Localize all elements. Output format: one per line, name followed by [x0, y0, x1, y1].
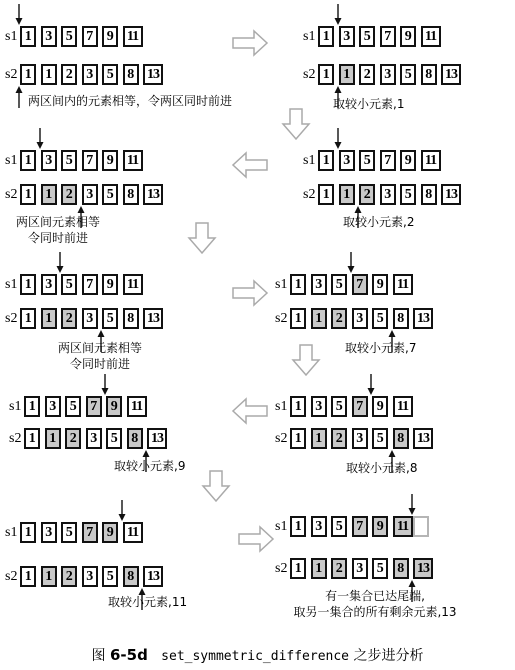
step-2-note: [333, 96, 404, 112]
step-2-s2-cell: 5: [400, 64, 416, 85]
step-2-s1-pointer-arrow: [333, 4, 343, 25]
step-5-s2-cell: 1: [41, 308, 57, 329]
flow-right-arrow: [238, 526, 274, 552]
step-7-s2-cell: 2: [331, 428, 347, 449]
step-8-s2-cell: 5: [106, 428, 122, 449]
step-2-s1-cell: 9: [400, 26, 416, 47]
step-9-note-line: 取较小元素,11: [108, 595, 188, 609]
step-8-s2-label: s2: [9, 431, 22, 446]
step-1-s2-cell: 5: [102, 64, 118, 85]
step-9-s2-cell: 13: [143, 566, 163, 587]
step-6-s1-cell: 7: [352, 274, 368, 295]
step-1-s1-cell: 11: [123, 26, 143, 47]
step-8-s1-cell: 7: [86, 396, 102, 417]
step-8-s1-cell: 9: [106, 396, 122, 417]
step-10-note-line: 有一集合已达尾端,: [325, 589, 425, 603]
step-7-s1-cell: 11: [393, 396, 413, 417]
step-1-s1-cell: 5: [61, 26, 77, 47]
step-7-s1-cell: 5: [331, 396, 347, 417]
step-4-s1-pointer-arrow: [35, 128, 45, 149]
step-9-s2-label: s2: [5, 569, 18, 584]
step-4-s1-cell: 3: [41, 150, 57, 171]
flow-down-arrow: [282, 108, 310, 140]
step-2-s2-cell: 13: [441, 64, 461, 85]
step-1-s1-cell: 1: [20, 26, 36, 47]
step-3-s1-cell: 7: [380, 150, 396, 171]
step-6-note: [345, 340, 416, 356]
step-4-note-line: 令同时前进: [27, 231, 88, 245]
step-1-s2-pointer-arrow: [14, 86, 24, 108]
step-10-s2-cell: 5: [372, 558, 388, 579]
step-5-s1-cell: 3: [41, 274, 57, 295]
step-6-s2-label: s2: [275, 311, 288, 326]
step-9-s1-cell: 1: [20, 522, 36, 543]
step-6-s2-cell: 1: [311, 308, 327, 329]
step-3-s2-cell: 8: [421, 184, 437, 205]
step-2-s2-cell: 8: [421, 64, 437, 85]
step-4-s1-label: s1: [5, 153, 18, 168]
step-7-s2-cell: 3: [352, 428, 368, 449]
flow-down-arrow: [292, 344, 320, 376]
step-7-s2-cell: 1: [311, 428, 327, 449]
step-5-s2-cell: 13: [143, 308, 163, 329]
step-5-note-line: 两区间元素相等: [57, 341, 142, 355]
step-5-s2-cell: 1: [20, 308, 36, 329]
step-3-s2-cell: 13: [441, 184, 461, 205]
step-3-s2-cell: 5: [400, 184, 416, 205]
step-4-s1-cell: 1: [20, 150, 36, 171]
step-5-s1-cell: 9: [102, 274, 118, 295]
step-7-s1-cell: 1: [290, 396, 306, 417]
step-2-s1-cell: 3: [339, 26, 355, 47]
caption-figure-number: 6-5d: [109, 646, 148, 664]
step-3-s2-cell: 3: [380, 184, 396, 205]
step-4-s2-cell: 1: [41, 184, 57, 205]
step-6-note-line: 取较小元素,7: [345, 341, 417, 355]
step-5-s1-label: s1: [5, 277, 18, 292]
step-8-note: [114, 458, 185, 474]
step-9-s1-pointer-arrow: [117, 500, 127, 521]
step-9-s1-cell: 11: [123, 522, 143, 543]
step-5-s1-cell: 7: [82, 274, 98, 295]
step-3-s1-cell: 11: [421, 150, 441, 171]
step-2-s2-cell: 1: [339, 64, 355, 85]
step-4-s2-label: s2: [5, 187, 18, 202]
step-8-s2-cell: 1: [45, 428, 61, 449]
step-8-s1-label: s1: [9, 399, 22, 414]
step-10-s2-cell: 8: [393, 558, 409, 579]
step-8-s1-pointer-arrow: [100, 374, 110, 395]
step-1-s1-cell: 9: [102, 26, 118, 47]
flow-down-arrow: [188, 222, 216, 254]
step-8-s1-cell: 5: [65, 396, 81, 417]
step-8-s2-cell: 13: [147, 428, 167, 449]
step-4-s2-cell: 1: [20, 184, 36, 205]
step-5-s2-cell: 3: [82, 308, 98, 329]
caption-figure-word: 图: [91, 648, 106, 664]
step-1-s2-cell: 13: [143, 64, 163, 85]
step-10-s1-cell: 11: [393, 516, 413, 537]
step-3-note: [343, 214, 414, 230]
step-2-s2-cell: 1: [318, 64, 334, 85]
step-4-s1-cell: 5: [61, 150, 77, 171]
step-6-s2-cell: 8: [393, 308, 409, 329]
step-9-s2-cell: 8: [123, 566, 139, 587]
step-9-s1-cell: 9: [102, 522, 118, 543]
step-4-s2-cell: 3: [82, 184, 98, 205]
step-1-s2-label: s2: [5, 67, 18, 82]
step-5-s2-cell: 5: [102, 308, 118, 329]
step-4-note: [8, 214, 108, 246]
step-10-s2-cell: 3: [352, 558, 368, 579]
step-8-s1-cell: 1: [24, 396, 40, 417]
flow-left-arrow: [232, 152, 268, 178]
step-7-s2-cell: 8: [393, 428, 409, 449]
step-9-s2-cell: 1: [41, 566, 57, 587]
step-9-s2-cell: 1: [20, 566, 36, 587]
step-2-s1-cell: 5: [359, 26, 375, 47]
step-5-s1-pointer-arrow: [55, 252, 65, 273]
step-4-s1-cell: 9: [102, 150, 118, 171]
step-4-s1-cell: 7: [82, 150, 98, 171]
step-1-s2-cell: 2: [61, 64, 77, 85]
step-10-s2-cell: 2: [331, 558, 347, 579]
step-5-s2-cell: 2: [61, 308, 77, 329]
step-6-s1-pointer-arrow: [346, 252, 356, 273]
step-9-s1-cell: 7: [82, 522, 98, 543]
step-2-s1-label: s1: [303, 29, 316, 44]
step-3-note-line: 取较小元素,2: [343, 215, 415, 229]
step-3-s2-cell: 1: [318, 184, 334, 205]
step-10-s1-cell: [413, 516, 429, 537]
step-9-s1-label: s1: [5, 525, 18, 540]
step-7-s2-cell: 5: [372, 428, 388, 449]
step-4-s1-cell: 11: [123, 150, 143, 171]
step-8-s1-cell: 11: [127, 396, 147, 417]
step-6-s1-cell: 3: [311, 274, 327, 295]
step-10-s2-cell: 1: [290, 558, 306, 579]
step-5-s2-label: s2: [5, 311, 18, 326]
step-4-s2-cell: 5: [102, 184, 118, 205]
step-9-s2-cell: 5: [102, 566, 118, 587]
step-9-s1-cell: 5: [61, 522, 77, 543]
step-3-s1-cell: 5: [359, 150, 375, 171]
step-1-s1-label: s1: [5, 29, 18, 44]
step-9-s2-cell: 3: [82, 566, 98, 587]
step-3-s1-cell: 3: [339, 150, 355, 171]
step-1-s2-cell: 1: [20, 64, 36, 85]
step-3-s1-cell: 1: [318, 150, 334, 171]
step-8-s1-cell: 3: [45, 396, 61, 417]
step-6-s2-cell: 5: [372, 308, 388, 329]
step-2-note-line: 取较小元素,1: [333, 97, 405, 111]
step-7-s1-pointer-arrow: [366, 374, 376, 395]
step-3-s2-label: s2: [303, 187, 316, 202]
step-8-s2-cell: 1: [24, 428, 40, 449]
flow-down-arrow: [202, 470, 230, 502]
flow-right-arrow: [232, 30, 268, 56]
step-4-s2-cell: 13: [143, 184, 163, 205]
step-10-note-line: 取另一集合的所有剩余元素,13: [293, 605, 457, 619]
step-10-note: [265, 588, 485, 620]
step-10-s1-cell: 7: [352, 516, 368, 537]
step-6-s2-cell: 3: [352, 308, 368, 329]
step-8-s2-cell: 2: [65, 428, 81, 449]
step-1-s1-cell: 7: [82, 26, 98, 47]
step-1-s1-pointer-arrow: [14, 4, 24, 25]
step-5-note: [30, 340, 170, 372]
caption-tail: 之步进分析: [353, 648, 424, 664]
step-2-s2-cell: 2: [359, 64, 375, 85]
step-6-s2-cell: 13: [413, 308, 433, 329]
step-1-s1-cell: 3: [41, 26, 57, 47]
step-10-s1-cell: 5: [331, 516, 347, 537]
step-10-s1-pointer-arrow: [407, 494, 417, 515]
step-6-s2-cell: 1: [290, 308, 306, 329]
step-7-note-line: 取较小元素,8: [346, 461, 418, 475]
step-2-s1-cell: 7: [380, 26, 396, 47]
step-10-s1-cell: 3: [311, 516, 327, 537]
step-3-s2-cell: 1: [339, 184, 355, 205]
step-6-s1-cell: 9: [372, 274, 388, 295]
step-3-s1-pointer-arrow: [333, 128, 343, 149]
step-6-s2-cell: 2: [331, 308, 347, 329]
step-5-s1-cell: 5: [61, 274, 77, 295]
step-2-s2-cell: 3: [380, 64, 396, 85]
step-5-s1-cell: 1: [20, 274, 36, 295]
step-3-s2-cell: 2: [359, 184, 375, 205]
step-7-note: [346, 460, 417, 476]
step-10-s1-cell: 1: [290, 516, 306, 537]
caption-function-name: set_symmetric_difference: [161, 649, 350, 664]
step-7-s1-label: s1: [275, 399, 288, 414]
flow-right-arrow: [232, 280, 268, 306]
step-8-s2-cell: 8: [127, 428, 143, 449]
figure-caption: [0, 645, 515, 665]
step-7-s1-cell: 7: [352, 396, 368, 417]
step-8-note-line: 取较小元素,9: [114, 459, 186, 473]
step-1-note-line: 两区间内的元素相等，令两区同时前进: [28, 94, 233, 108]
step-7-s2-cell: 1: [290, 428, 306, 449]
step-10-s2-cell: 13: [413, 558, 433, 579]
step-3-s1-cell: 9: [400, 150, 416, 171]
step-2-s1-cell: 11: [421, 26, 441, 47]
step-9-note: [108, 594, 187, 610]
step-7-s1-cell: 9: [372, 396, 388, 417]
step-4-s2-cell: 8: [123, 184, 139, 205]
step-2-s1-cell: 1: [318, 26, 334, 47]
step-7-s1-cell: 3: [311, 396, 327, 417]
step-7-s2-label: s2: [275, 431, 288, 446]
step-10-s1-label: s1: [275, 519, 288, 534]
step-1-s2-cell: 8: [123, 64, 139, 85]
step-6-s1-cell: 1: [290, 274, 306, 295]
step-1-note: [28, 93, 232, 109]
step-10-s2-label: s2: [275, 561, 288, 576]
step-5-s2-cell: 8: [123, 308, 139, 329]
step-6-s1-cell: 5: [331, 274, 347, 295]
step-2-s2-label: s2: [303, 67, 316, 82]
step-4-s2-cell: 2: [61, 184, 77, 205]
step-9-s2-cell: 2: [61, 566, 77, 587]
step-4-note-line: 两区间元素相等: [15, 215, 100, 229]
step-7-s2-cell: 13: [413, 428, 433, 449]
step-10-s1-cell: 9: [372, 516, 388, 537]
step-1-s2-cell: 3: [82, 64, 98, 85]
step-1-s2-cell: 1: [41, 64, 57, 85]
step-6-s1-cell: 11: [393, 274, 413, 295]
step-5-note-line: 令同时前进: [69, 357, 130, 371]
step-5-s1-cell: 11: [123, 274, 143, 295]
step-3-s1-label: s1: [303, 153, 316, 168]
step-9-s1-cell: 3: [41, 522, 57, 543]
step-10-s2-cell: 1: [311, 558, 327, 579]
flow-left-arrow: [232, 398, 268, 424]
step-8-s2-cell: 3: [86, 428, 102, 449]
step-6-s1-label: s1: [275, 277, 288, 292]
